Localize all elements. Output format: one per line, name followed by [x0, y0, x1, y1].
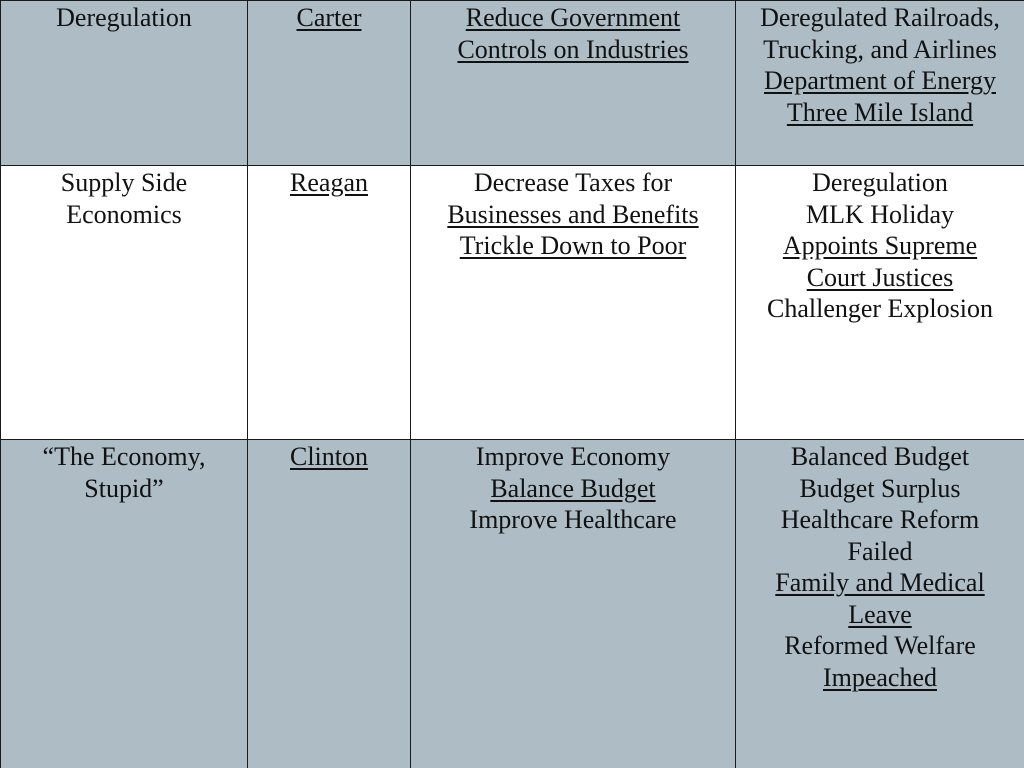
table-row-reagan: [1, 166, 1024, 440]
goal-line[interactable]: Trickle Down to Poor: [459, 231, 687, 260]
outcomes-cell: [736, 440, 1024, 768]
goals-cell: [411, 440, 736, 768]
goals-cell: [411, 166, 736, 440]
outcome-line: MLK Holiday: [805, 199, 955, 229]
president-link[interactable]: Clinton: [289, 442, 368, 471]
goal-line[interactable]: Businesses and Benefits: [447, 199, 699, 229]
policy-line: “The Economy,: [42, 442, 206, 471]
policy-line: Supply Side: [60, 168, 188, 197]
outcome-line[interactable]: Court Justices: [806, 262, 954, 292]
policy-line: Stupid”: [84, 473, 164, 503]
outcome-line[interactable]: Department of Energy: [764, 66, 996, 95]
goals-cell: [411, 1, 736, 166]
outcome-line: Healthcare Reform: [780, 505, 980, 534]
outcomes-cell: [736, 166, 1024, 440]
goal-line: Decrease Taxes for: [473, 168, 673, 197]
goal-line[interactable]: Reduce Government: [465, 3, 681, 32]
president-link[interactable]: Reagan: [290, 168, 368, 197]
outcome-line[interactable]: Three Mile Island: [786, 97, 974, 127]
president-cell: [248, 440, 411, 768]
table-row-carter: [1, 1, 1024, 166]
outcomes-cell: [736, 1, 1024, 166]
table-row-clinton: [1, 440, 1024, 768]
policy-cell: [1, 1, 248, 166]
outcome-line[interactable]: Impeached: [822, 662, 938, 692]
outcome-line[interactable]: Appoints Supreme: [782, 231, 978, 260]
policy-line: Deregulation: [56, 3, 192, 32]
outcome-line: Balanced Budget: [790, 442, 970, 471]
outcome-line: Trucking, and Airlines: [763, 34, 997, 64]
goal-line[interactable]: Balance Budget: [490, 473, 656, 503]
outcome-line[interactable]: Leave: [848, 599, 912, 629]
goal-line: Improve Economy: [475, 442, 671, 471]
outcome-line: Budget Surplus: [799, 473, 961, 503]
goal-line: Improve Healthcare: [469, 505, 677, 534]
outcome-line: Failed: [847, 536, 913, 566]
policy-line: Economics: [66, 199, 182, 229]
outcome-line: Challenger Explosion: [766, 294, 993, 323]
policy-cell: [1, 166, 248, 440]
policy-cell: [1, 440, 248, 768]
president-link[interactable]: Carter: [296, 3, 362, 32]
outcome-line[interactable]: Family and Medical: [775, 568, 985, 597]
outcome-line: Deregulation: [812, 168, 948, 197]
outcome-line: Reformed Welfare: [784, 631, 976, 660]
outcome-line: Deregulated Railroads,: [760, 3, 1000, 32]
president-cell: [248, 166, 411, 440]
president-cell: [248, 1, 411, 166]
goal-line[interactable]: Controls on Industries: [457, 34, 689, 64]
